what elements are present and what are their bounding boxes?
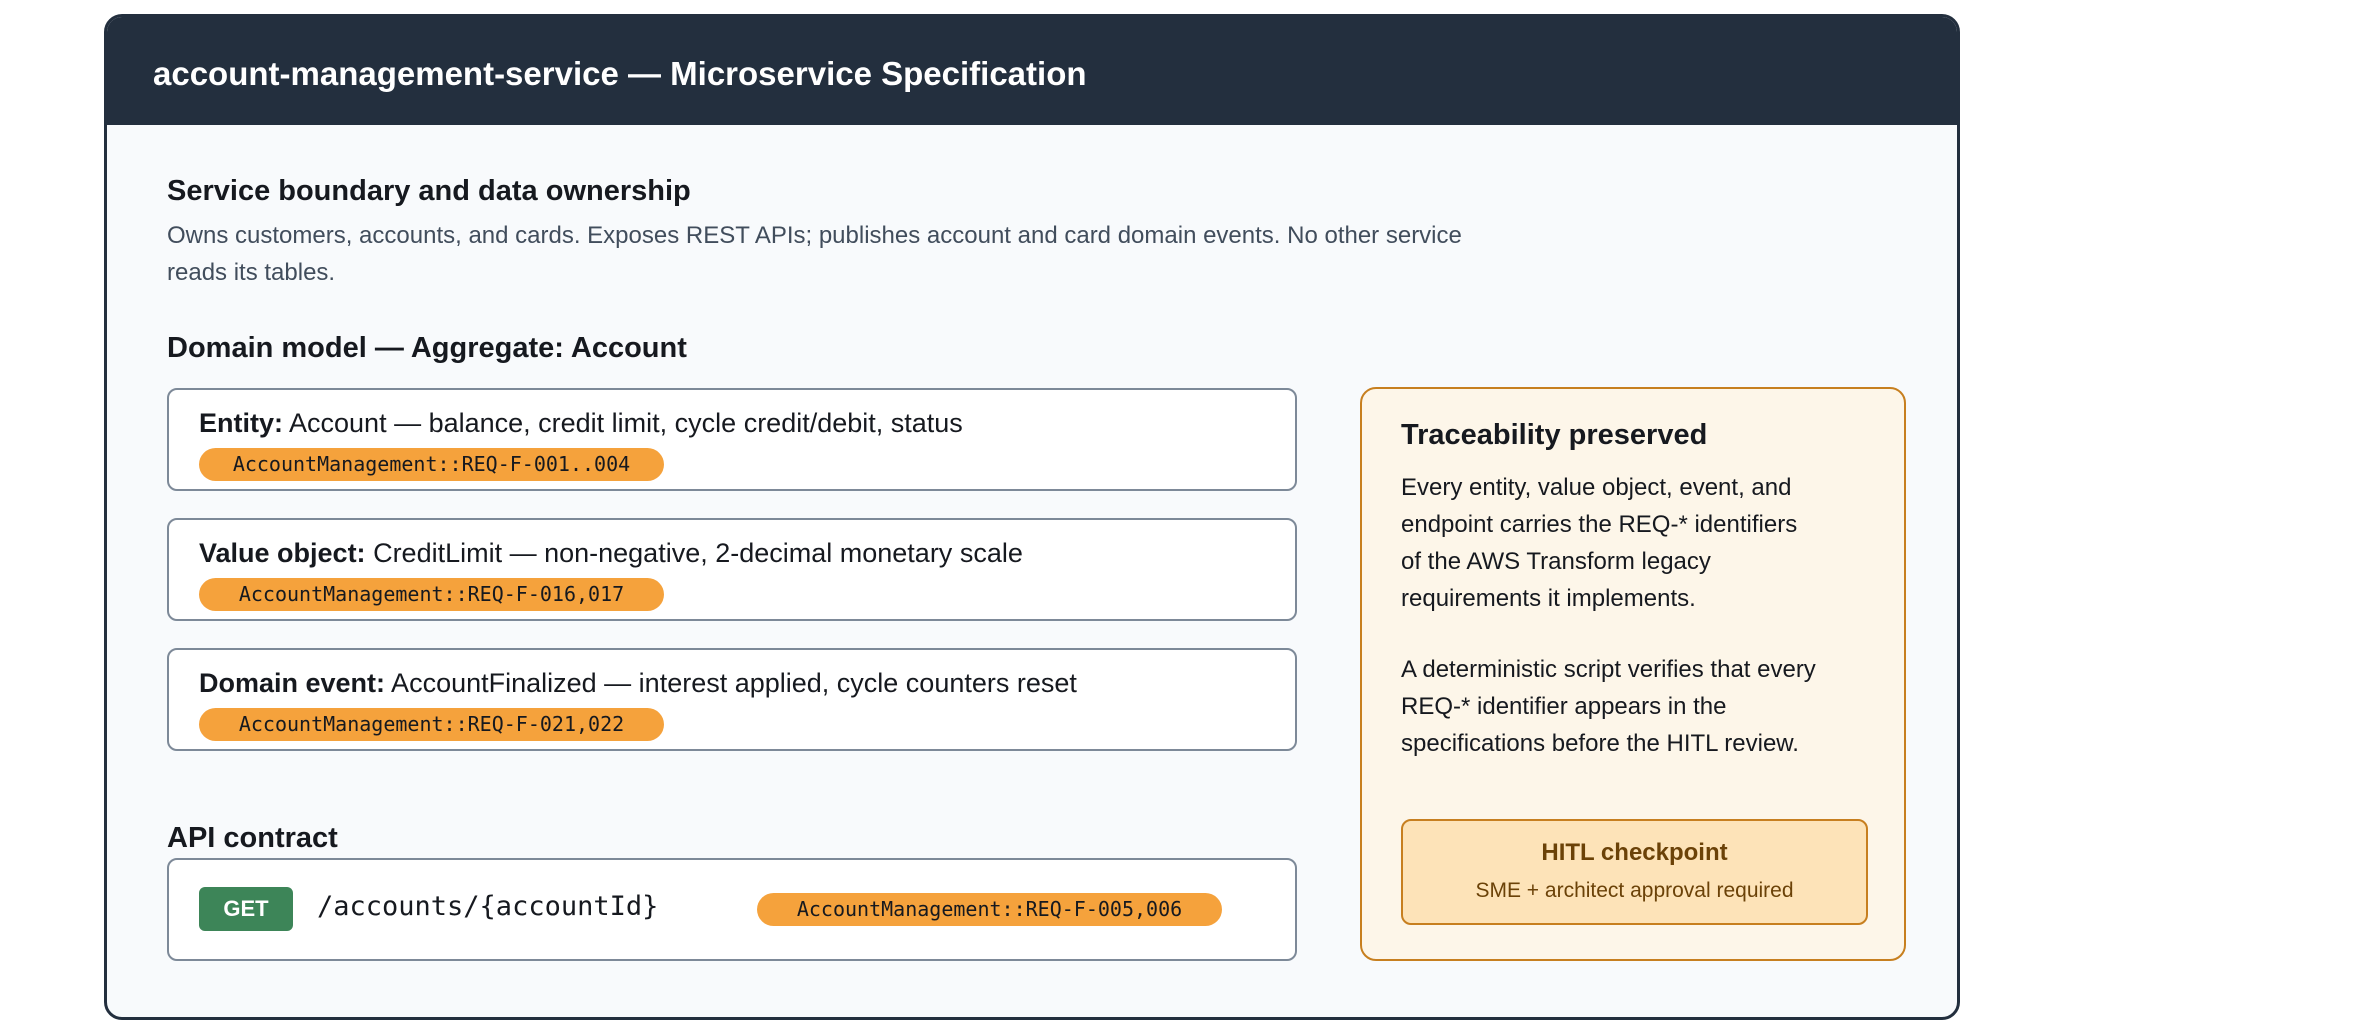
api-endpoint-box bbox=[167, 858, 1297, 961]
requirement-tag: AccountManagement::REQ-F-005,006 bbox=[757, 893, 1222, 926]
hitl-checkpoint-title: HITL checkpoint bbox=[1541, 839, 1728, 866]
traceability-paragraph-1: Every entity, value object, event, and endpoint carries the REQ-* identifiers of the AWS Transform legacy requirements it implements. bbox=[1401, 474, 1798, 612]
value-object-kind-label: Value object: bbox=[199, 538, 366, 568]
boundary-heading: Service boundary and data ownership bbox=[167, 175, 691, 207]
hitl-checkpoint-subtitle: SME + architect approval required bbox=[1475, 879, 1794, 902]
http-method-badge: GET bbox=[199, 887, 293, 931]
traceability-panel bbox=[1360, 387, 1906, 961]
domain-event-kind-label: Domain event: bbox=[199, 668, 386, 698]
entity-kind-label: Entity: bbox=[199, 408, 283, 438]
requirement-tag: AccountManagement::REQ-F-021,022 bbox=[199, 708, 664, 741]
spec-card bbox=[104, 14, 1960, 1020]
api-contract-heading: API contract bbox=[167, 822, 338, 854]
entity-line bbox=[199, 408, 963, 439]
requirement-tag: AccountManagement::REQ-F-001..004 bbox=[199, 448, 664, 481]
boundary-description: Owns customers, accounts, and cards. Exposes REST APIs; publishes account and card domain events. No other service reads its tables. bbox=[167, 222, 1462, 286]
domain-event-line bbox=[199, 668, 1077, 699]
hitl-checkpoint bbox=[1401, 819, 1868, 925]
entity-description: Account — balance, credit limit, cycle credit/debit, status bbox=[283, 408, 963, 438]
endpoint-path: /accounts/{accountId} bbox=[317, 891, 659, 922]
entity-box bbox=[167, 388, 1297, 491]
traceability-paragraph-2: A deterministic script verifies that every REQ-* identifier appears in the specifications before the HITL review. bbox=[1401, 656, 1816, 757]
traceability-heading: Traceability preserved bbox=[1401, 419, 1708, 451]
domain-event-box bbox=[167, 648, 1297, 751]
domain-event-description: AccountFinalized — interest applied, cycle counters reset bbox=[385, 668, 1077, 698]
domain-model-heading: Domain model — Aggregate: Account bbox=[167, 332, 687, 364]
requirement-tag: AccountManagement::REQ-F-016,017 bbox=[199, 578, 664, 611]
value-object-box bbox=[167, 518, 1297, 621]
page-title: account-management-service — Microservice Specification bbox=[153, 55, 1087, 92]
card-header bbox=[107, 17, 1957, 125]
value-object-description: CreditLimit — non-negative, 2-decimal monetary scale bbox=[365, 538, 1023, 568]
value-object-line bbox=[199, 538, 1023, 569]
